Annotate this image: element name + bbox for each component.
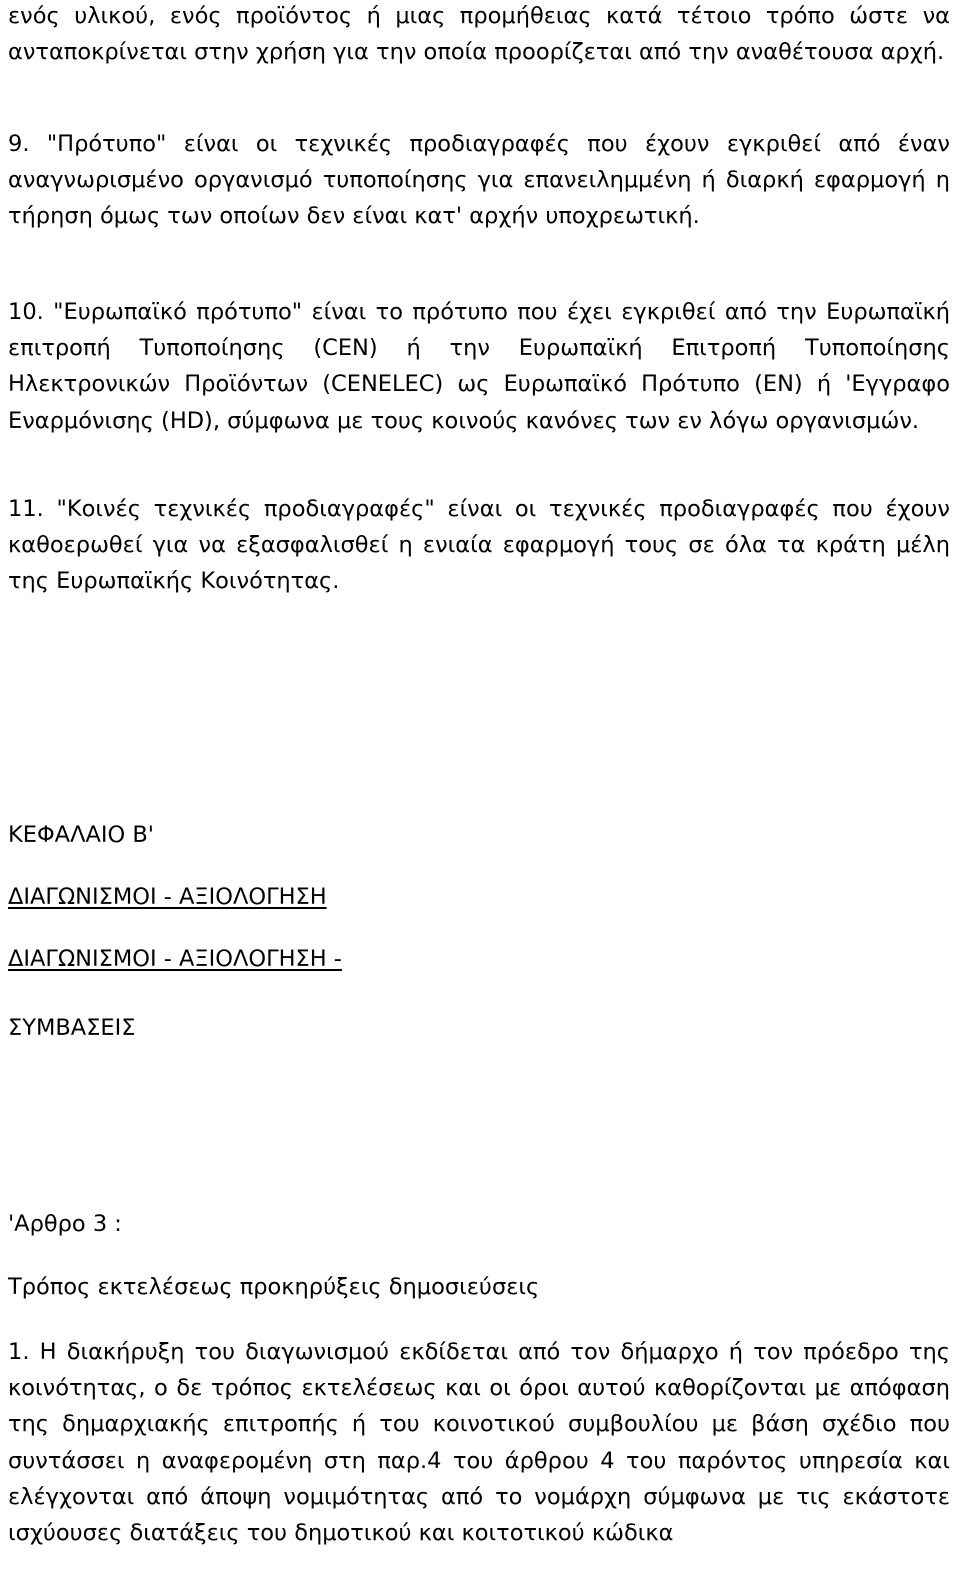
paragraph-item-11: 11. "Κοινές τεχνικές προδιαγραφές" είναι οι τεχνικές προδιαγραφές που έχουν καθοερωθεί για να εξασφαλισθεί η ενιαία εφαρμογή τους σε όλα τα κράτη μέλη της Ευρωπαϊκής Κοινότητας. (8, 496, 950, 595)
paragraph-item-10: 10. "Ευρωπαϊκό πρότυπο" είναι το πρότυπο που έχει εγκριθεί από την Ευρωπαϊκή επιτροπή Τυποποίησης (CEN) ή την Ευρωπαϊκή Επιτροπή Τυποποίησης Ηλεκτρονικών Προϊόντων (CENELEC) ως Ευρωπαϊκό Πρότυπο (EN) ή 'Εγγραφο Εναρμόνισης (HD), σύμφωνα με τους κοινούς κανόνες των εν λόγω οργανισμών. (8, 299, 950, 434)
chapter-subtitle-1: ΔΙΑΓΩΝΙΣΜΟΙ - ΑΞΙΟΛΟΓΗΣΗ (8, 884, 327, 910)
article-label: 'Αρθρο 3 : (8, 1211, 122, 1237)
article-item-1: 1. Η διακήρυξη του διαγωνισμού εκδίδεται από τον δήμαρχο ή τον πρόεδρο της κοινότητας, ο δε τρόπος εκτελέσεως και οι όροι αυτού καθορίζονται με απόφαση της δημαρχιακής επιτροπής ή του κοινοτικού συμβουλίου με βάση σχέδιο που συντάσσει η αναφερομένη στη παρ.4 του άρθρου 4 του παρόντος υπηρεσία και ελέγχονται από άποψη νομιμότητας από το νομάρχη σύμφωνα με τις εκάστοτε ισχύουσες διατάξεις του δημοτικού και κοιτοτικού κώδικα (8, 1339, 950, 1547)
paragraph-item-9: 9. "Πρότυπο" είναι οι τεχνικές προδιαγραφές που έχουν εγκριθεί από έναν αναγνωρισμένο οργανισμό τυποποίησης για επανειλημμένη ή διαρκή εφαρμογή η τήρηση όμως των οποίων δεν είναι κατ' αρχήν υποχρεωτική. (8, 131, 950, 230)
article-title: Τρόπος εκτελέσεως προκηρύξεις δημοσιεύσεις (8, 1274, 540, 1300)
chapter-subtitle-3: ΣΥΜΒΑΣΕΙΣ (8, 1015, 136, 1041)
chapter-subtitle-2: ΔΙΑΓΩΝΙΣΜΟΙ - ΑΞΙΟΛΟΓΗΣΗ - (8, 946, 342, 972)
chapter-title: ΚΕΦΑΛΑΙΟ Β' (8, 822, 154, 848)
paragraph-intro-tail: ενός υλικού, ενός προϊόντος ή μιας προμήθειας κατά τέτοιο τρόπο ώστε να ανταποκρίνεται στην χρήση για την οποία προορίζεται από την αναθέτουσα αρχή. (8, 3, 950, 66)
